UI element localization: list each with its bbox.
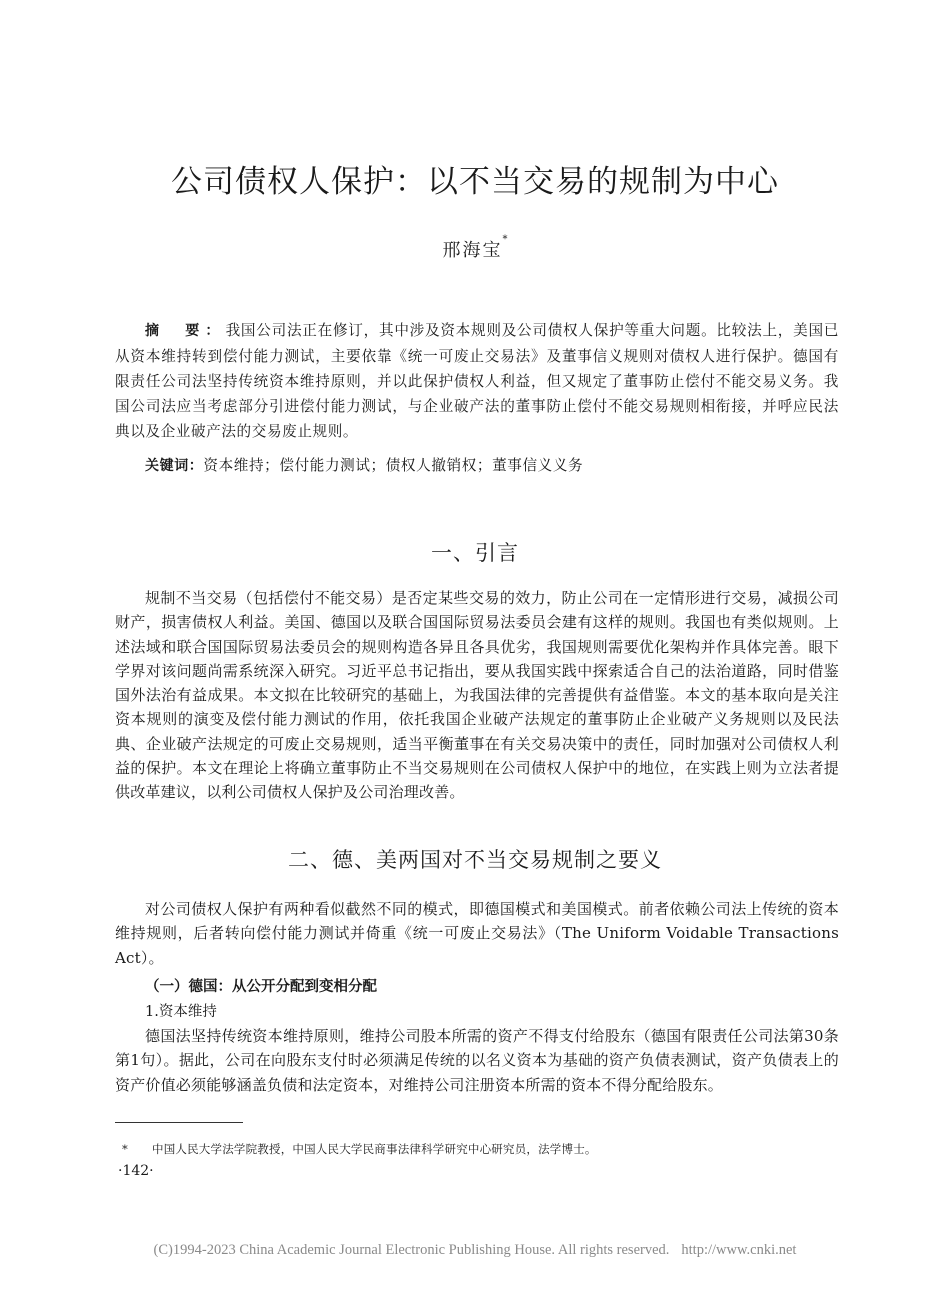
paragraph-introduction: 规制不当交易（包括偿付不能交易）是否定某些交易的效力，防止公司在一定情形进行交易，减损公司财产，损害债权人利益。美国、德国以及联合国国际贸易法委员会建有这样的规则。我国也有类似规则。上述法域和联合国国际贸易法委员会的规则构造各异且各具优劣，我国规则需要优化架构并作具体完善。眼下学界对该问题尚需系统深入研究。习近平总书记指出，要从我国实践中探索适合自己的法治道路，同时借鉴国外法治有益成果。本文拟在比较研究的基础上，为我国法律的完善提供有益借鉴。本文的基本取向是关注资本规则的演变及偿付能力测试的作用，依托我国企业破产法规定的董事防止企业破产义务规则以及民法典、企业破产法规定的可废止交易规则，适当平衡董事在有关交易决策中的责任，同时加强对公司债权人利益的保护。本文在理论上将确立董事防止不当交易规则在公司债权人保护中的地位，在实践上则为立法者提供改革建议，以利公司债权人保护及公司治理改善。	[115, 589, 839, 802]
author-footnote-mark[interactable]: *	[502, 234, 508, 245]
paragraph-capital-maintenance: 德国法坚持传统资本维持原则，维持公司股本所需的资产不得支付给股东（德国有限责任公司法第30条第1句）。据此，公司在向股东支付时必须满足传统的以名义资本为基础的资产负债表测试，资产负债表上的资产价值必须能够涵盖负债和法定资本，对维持公司注册资本所需的资本不得分配给股东。	[115, 1027, 839, 1094]
abstract	[115, 318, 839, 444]
footnote-text: 中国人民大学法学院教授，中国人民大学民商事法律科学研究中心研究员，法学博士。	[152, 1142, 597, 1156]
keywords	[145, 455, 839, 477]
footnote-mark: *	[122, 1142, 128, 1156]
article-title: 公司债权人保护：以不当交易的规制为中心	[171, 164, 779, 200]
section-heading-comparison: 二、德、美两国对不当交易规制之要义	[288, 848, 662, 872]
section-heading-introduction: 一、引言	[431, 541, 519, 565]
footnote	[122, 1141, 597, 1157]
author-name: 邢海宝	[442, 240, 503, 261]
copyright-url[interactable]: http://www.cnki.net	[681, 1242, 797, 1258]
subsection-heading-germany: （一）德国：从公开分配到变相分配	[145, 979, 377, 995]
copyright-watermark	[0, 1242, 950, 1259]
paragraph-comparison-intro: 对公司债权人保护有两种看似截然不同的模式，即德国模式和美国模式。前者依赖公司法上传统的资本维持规则，后者转向偿付能力测试并倚重《统一可废止交易法》（The Uniform Voidable Transactions Act）。	[115, 900, 839, 967]
copyright-text: (C)1994-2023 China Academic Journal Electronic Publishing House. All rights reserved.	[153, 1242, 670, 1258]
footnote-divider	[115, 1122, 243, 1123]
keywords-label: 关键词：	[145, 458, 204, 474]
abstract-text: 我国公司法正在修订，其中涉及资本规则及公司债权人保护等重大问题。比较法上，美国已从资本维持转到偿付能力测试，主要依靠《统一可废止交易法》及董事信义规则对债权人进行保护。德国有限责任公司法坚持传统资本维持原则，并以此保护债权人利益，但又规定了董事防止偿付不能交易义务。我国公司法应当考虑部分引进偿付能力测试，与企业破产法的董事防止偿付不能交易规则相衔接，并呼应民法典以及企业破产法的交易废止规则。	[115, 322, 840, 440]
page-number: ·142·	[118, 1163, 154, 1179]
abstract-label: 摘 要：	[145, 323, 226, 339]
keywords-text: 资本维持；偿付能力测试；债权人撤销权；董事信义义务	[203, 457, 584, 474]
author-line	[0, 236, 950, 262]
item-heading-capital-maintenance: 1.资本维持	[145, 1004, 217, 1020]
